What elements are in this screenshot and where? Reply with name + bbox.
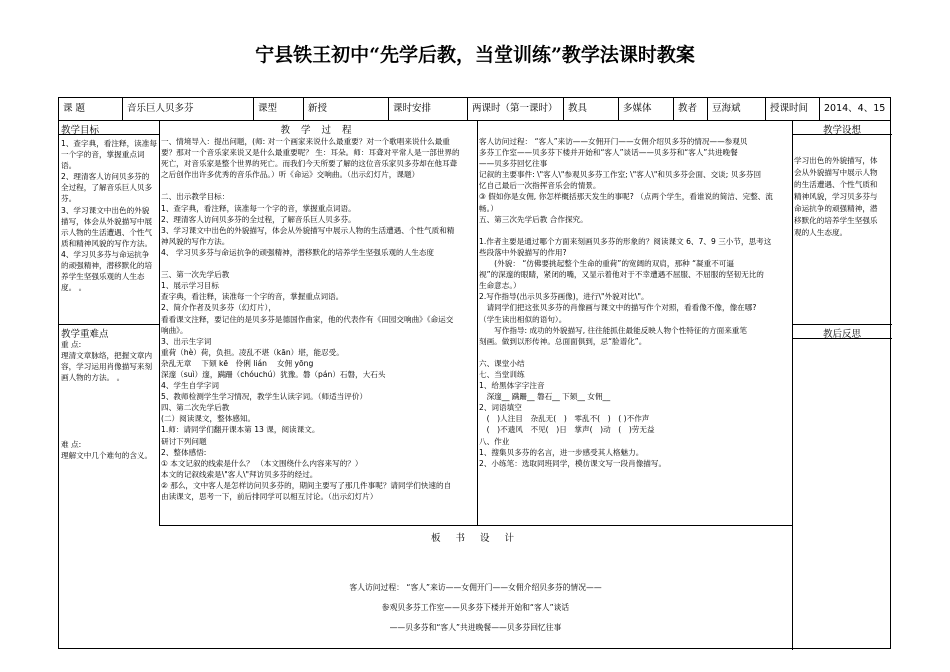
type-label: 课型 (254, 98, 304, 120)
goals-column-line (159, 120, 160, 525)
header-divider (59, 120, 890, 121)
process-line: ——贝多芬回忆往事 (479, 159, 548, 169)
keypoints-line (61, 428, 157, 439)
process-line: 多芬工作室——贝多芬下楼并开始和“客人”谈话——贝多芬和“客人”共进晚餐 (479, 148, 738, 158)
process-line: 3、学习课文中出色的外貌描写，体会从外貌描写中展示人物的生活遭遇、个性气质和精 (161, 225, 455, 235)
goals-line: 2、理清客人访问贝多芬的 (61, 172, 150, 182)
process-line: 1、搜集贝多芬的名言，进一步感受其人格魅力。 (479, 447, 644, 457)
process-line: 视”的深邃的眼睛，紧闭的嘴，又显示着他对于不幸遭遇不屈服、不屈服的坚韧无比的 (479, 270, 764, 280)
aids-label: 教具 (564, 98, 619, 120)
design-line: 观的人生态度。 (794, 228, 848, 237)
design-line: 学习出色的外貌描写，体 (794, 156, 878, 165)
board-text (159, 574, 792, 643)
type-value: 新授 (304, 98, 389, 120)
process-line: ② 那么，文中客人是怎样访问贝多芬的，期间主要写了那几件事呢？请同学们快速的自 (161, 480, 452, 490)
process-line: 2、理清客人访问贝多芬的全过程，了解音乐巨人贝多芬。 (161, 214, 356, 224)
process-line: (二）阅读课文，整体感知。 (161, 414, 256, 424)
process-line: 七、当堂训练 (479, 369, 525, 379)
process-line: 之后创作出许多优秀的音乐作品。）听《命运》交响曲。（出示幻灯片，课题） (161, 170, 420, 180)
schedule-label: 课时安排 (389, 98, 468, 120)
goals-line: 描写，体会从外貌描写中展 (61, 216, 153, 226)
process-line: 4、学生自学字词 (161, 381, 219, 391)
process-heading: 教 学 过 程 (280, 125, 356, 136)
process-line: 些段落中外貌描写的作用? (479, 247, 567, 257)
process-line (161, 258, 475, 269)
process-line: 杂乱无章 下颏 kē 伶俐 lián 女佣 yōng (161, 358, 314, 368)
lesson-plan-table (58, 97, 891, 649)
process-line: ① 本文记叙的线索是什么？ （本文围绕什么内容来写的？） (161, 458, 363, 468)
process-line: 1、查字典，看注释，读准每一个字的音，掌握重点词语。 (161, 203, 356, 213)
goals-line: 3、学习课文中出色的外貌 (61, 205, 150, 215)
keypoints-heading: 教学重难点 (61, 329, 109, 340)
process-line: 忆自己最后一次指挥音乐会的情景。 (479, 181, 601, 191)
goals-line: 示人物的生活遭遇、个性气 (61, 227, 153, 237)
board-divider (159, 525, 792, 526)
process-line: 深邃__ 蹒跚__ 磐石__ 下颏__ 女佣__ (479, 392, 611, 402)
process-line: 2.写作指导(出示贝多芬画像)，进行\"外貌对比\"。 (479, 292, 649, 302)
goals-line: 的顽强精神，潜移默化的培 (61, 261, 153, 271)
process-line: 深邃（suì）邃，蹒跚（chóuchú）犹豫。磐（pán）石磐，大石头 (161, 369, 386, 379)
process-line: 要？那对一个音乐家来说又是什么最重要呢？ 生：耳朵。师：耳聋对平常人是一部世界的 (161, 148, 460, 158)
teacher-value: 豆海斌 (708, 98, 766, 120)
process-line: 重荷（hè）荷，负担。凌乱不堪（kān）堪，能忍受。 (161, 347, 344, 357)
goals-line: 语。 (61, 161, 77, 171)
process-right-column (479, 136, 790, 524)
goals-line: 度。 。 (61, 283, 87, 293)
process-line (479, 225, 790, 236)
process-line: 3、出示生字词 (161, 336, 212, 346)
keypoints-line: 理解文中几个难句的含义。 (61, 450, 153, 460)
process-line: 畅。） (479, 203, 498, 213)
process-line: 1、展示学习目标 (161, 281, 219, 291)
reflection-divider (792, 324, 892, 325)
goals-line: 1、查字典，看注释，读准每 (61, 139, 157, 148)
design-line: 精神风貌，学习贝多芬与 (794, 192, 878, 201)
process-left-column (161, 136, 475, 524)
process-line: 三、第一次先学后教 (161, 270, 230, 280)
process-line: 1、给黑体字字注音 (479, 381, 545, 391)
keypoints-line (61, 383, 157, 394)
design-text (794, 155, 890, 315)
course-value: 音乐巨人贝多芬 (123, 98, 254, 120)
process-line: 四、第二次先学后教 (161, 403, 230, 413)
process-line (479, 347, 790, 358)
schedule-value: 两课时（第一课时） (468, 98, 564, 120)
goals-text (61, 138, 157, 322)
process-line: 5、教师检测学生学习情况，教学生认读字词。（师适当评价） (161, 392, 368, 402)
design-column-line (792, 120, 793, 650)
goals-line: 养学生坚强乐观的人生态 (61, 272, 145, 282)
process-line: 写作指导: 成功的外貌描写, 往往能抓住最能反映人物个性特征的方面来重笔 (479, 325, 747, 335)
keypoints-divider (59, 324, 159, 325)
process-line: 2、整体感悟: (161, 447, 207, 457)
process-line: 二、出示教学目标： (161, 192, 230, 202)
keypoints-line: 容，学习运用肖像描写来刻 (61, 362, 153, 372)
process-line: 请同学们把这张贝多芬的肖像画与课文中的描写作个对照，看看像不像，像在哪? (479, 303, 757, 313)
design-line: 会从外貌描写中展示人物 (794, 168, 878, 177)
process-line: 本文的记叙线索是\"客人\"拜访贝多芬的经过。 (161, 469, 318, 479)
process-line: 2、简介作者及贝多芬（幻灯片）， (161, 303, 276, 313)
process-line: 研讨下列问题 (161, 436, 207, 446)
keypoints-line: 重 点: (61, 340, 82, 349)
process-mid-line (477, 120, 478, 525)
aids-value: 多媒体 (619, 98, 674, 120)
goals-line: 芬。 (61, 194, 77, 204)
process-line: 看看课文注释，要记住的是贝多芬是德国作曲家，他的代表作有《田园交响曲》《命运交 (161, 314, 454, 324)
keypoints-line (61, 394, 157, 405)
goals-line: 质和精神风貌的写作方法。 (61, 238, 153, 248)
process-line: ③ 假如你是女佣, 你怎样概括那天发生的事呢? （点两个学生，看谁说的简洁、完整、流 (479, 192, 773, 202)
design-line: 的生活遭遇、个性气质和 (794, 180, 878, 189)
keypoints-line (61, 406, 157, 417)
process-line: ( )人注目 杂乱无( ) 零乱不( ) ( )不作声 (479, 414, 650, 424)
process-line: 1.师：请同学们翻开课本第 13 课，阅读课文。 (161, 425, 320, 435)
board-line: ——贝多芬和“客人”共进晚餐——贝多芬回忆往事 (389, 623, 562, 633)
goals-line: 全过程，了解音乐巨人贝多 (61, 183, 153, 193)
process-line: (外貌： “仿佛要挑起整个生命的重荷”的宽阔的双肩，那种 “凝重不可逼 (479, 259, 734, 269)
board-heading: 板 书 设 计 (430, 533, 521, 544)
process-line: 查字典，看注释，读准每一个字的音，掌握重点词语。 (161, 292, 344, 302)
design-line: 命运抗争的顽强精神，潜 (794, 204, 878, 213)
keypoints-line: 理清文章脉络，把握文章内 (61, 351, 153, 361)
process-line (161, 180, 475, 191)
process-line: 响曲》。 (161, 325, 188, 335)
keypoints-text (61, 339, 157, 499)
process-line: 神风貌的写作方法。 (161, 236, 230, 246)
keypoints-line: 画人物的方法。 。 (61, 373, 125, 383)
time-value: 2014、4、15 (824, 103, 886, 114)
time-label: 授课时间 (766, 98, 820, 120)
process-line: 死亡，对音乐家是整个世界的死亡。而我们今天所要了解的这位音乐家贝多芬却在他耳聋 (161, 159, 458, 169)
process-line: 由读课文，思考一下，前后排同学可以相互讨论。（出示幻灯片） (161, 492, 378, 501)
process-line: 1.作者主要是通过哪个方面来刻画贝多芬的形象的？阅读课文 6、7、9 三小节，思考这 (479, 236, 772, 246)
keypoints-line (61, 417, 157, 428)
reflection-heading: 教后反思 (822, 329, 861, 340)
process-line: 八、作业 (479, 436, 510, 446)
process-line: （学生读出相似的语句）。 (479, 314, 567, 324)
design-line: 移默化的培养学生坚强乐 (794, 216, 878, 225)
process-line: 2、小练笔：选取同班同学，模仿课文写一段肖像描写。 (479, 458, 667, 468)
process-line: 刻画。做到以形传神。总面面俱到，忌“脸谱化”。 (479, 336, 647, 346)
design-heading: 教学设想 (822, 125, 861, 136)
process-line: 六、课堂小结 (479, 358, 525, 368)
process-line: 一、情境导入：提出问题，(师: 对一个画家来说什么最重要？对一个歌唱来说什么最重 (161, 137, 450, 146)
process-line: 2、词语填空 (479, 403, 522, 413)
goals-line: 一个字的音，掌握重点词 (61, 150, 145, 160)
course-label: 课 题 (59, 98, 123, 120)
goals-line: 4、学习贝多芬与命运抗争 (61, 249, 150, 259)
teacher-label: 教者 (674, 98, 708, 120)
process-line: 五、第三次先学后教 合作探究。 (479, 214, 588, 224)
page-title: 宁县铁王初中“先学后教，当堂训练”教学法课时教案 (255, 44, 695, 66)
board-line: 参观贝多芬工作室——贝多芬下楼并开始和“客人”谈话 (381, 603, 570, 613)
keypoints-line: 难 点: (61, 439, 82, 449)
process-line: ( )不遗风 不见( )日 掌声( )动 ( )劳无益 (479, 425, 655, 435)
process-line: 记叙的主要事件: \"客人\"参观贝多芬工作室; \"客人\"和贝多芬会面、交谈; 贝多芬回 (479, 170, 762, 180)
goals-heading: 教学目标 (61, 125, 100, 136)
process-line: 4、 学习贝多芬与命运抗争的顽强精神，潜移默化的培养学生坚强乐观的人生态度 (161, 247, 435, 257)
process-line: 客人访问过程： “客人”来访——女佣开门——女佣介绍贝多芬的情况——参观贝 (479, 137, 748, 146)
board-line: 客人访问过程： “客人”来访——女佣开门——女佣介绍贝多芬的情况—— (349, 582, 602, 592)
process-line: 生命意志。） (479, 281, 521, 291)
